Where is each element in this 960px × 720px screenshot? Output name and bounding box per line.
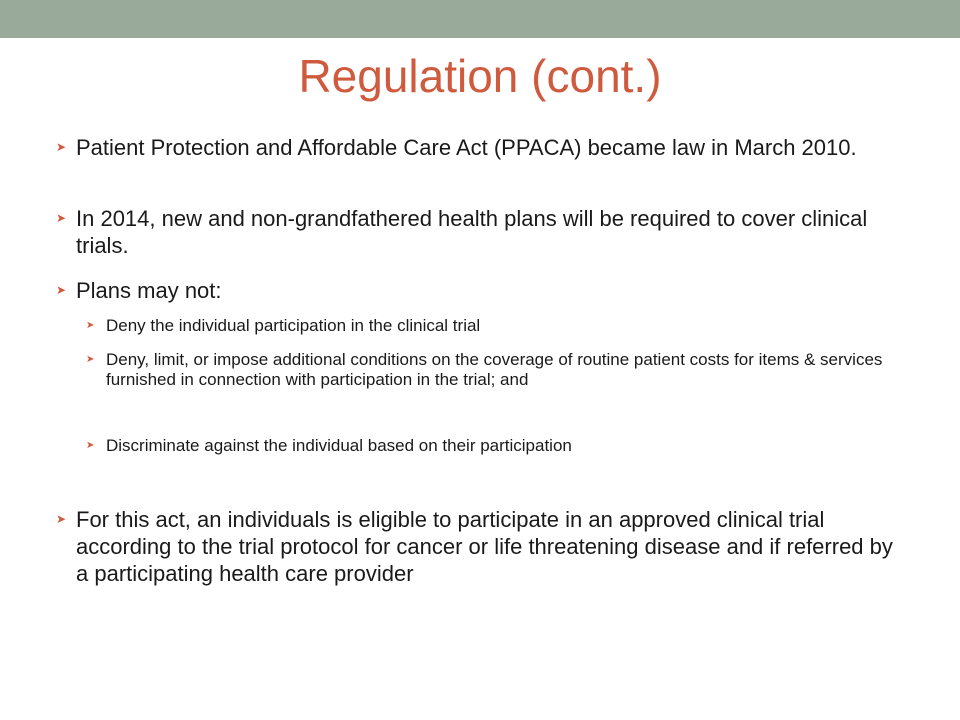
sub-bullet-text: Deny the individual participation in the clinical trial	[106, 316, 481, 335]
arrowhead-icon: ➤	[86, 354, 95, 365]
bullet-item	[56, 277, 896, 304]
bullet-item	[56, 205, 896, 259]
bullet-item	[56, 134, 896, 161]
bullet-item	[56, 506, 896, 587]
arrowhead-icon: ➤	[56, 140, 67, 154]
bullet-text: For this act, an individuals is eligible to participate in an approved clinical trial according to the trial protocol for cancer or life threatening disease and if referred by a participating health care provider	[76, 507, 893, 586]
sub-bullet-item	[86, 316, 896, 336]
arrowhead-icon: ➤	[56, 283, 67, 297]
sub-bullet-text: Discriminate against the individual based on their participation	[106, 436, 572, 455]
bullet-text: Patient Protection and Affordable Care Act (PPACA) became law in March 2010.	[76, 135, 857, 160]
sub-bullet-text: Deny, limit, or impose additional conditions on the coverage of routine patient costs for items & services furnished in connection with participation in the trial; and	[106, 350, 883, 389]
header-bar	[0, 0, 960, 38]
page-title: Regulation (cont.)	[298, 50, 662, 102]
sub-bullet-item	[86, 436, 896, 456]
bullet-text: In 2014, new and non-grandfathered health plans will be required to cover clinical trials.	[76, 206, 868, 258]
arrowhead-icon: ➤	[56, 512, 67, 526]
arrowhead-icon: ➤	[56, 211, 67, 225]
arrowhead-icon: ➤	[86, 320, 95, 331]
bullet-text: Plans may not:	[76, 278, 222, 303]
arrowhead-icon: ➤	[86, 440, 95, 451]
sub-bullet-item	[86, 350, 896, 390]
